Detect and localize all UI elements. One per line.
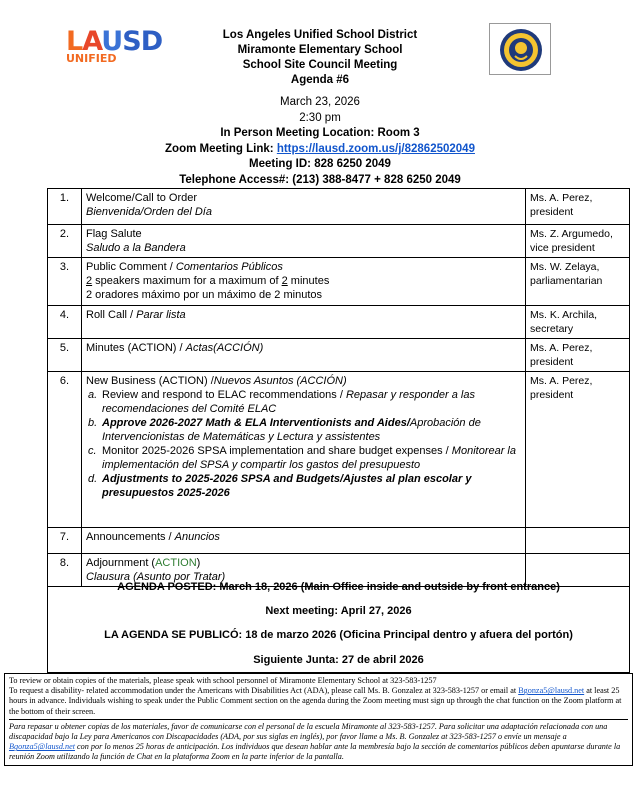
item-presenter: Ms. A. Perez, president [526, 189, 630, 225]
table-row [48, 189, 630, 225]
logo-subtitle: UNIFIED [66, 52, 117, 65]
item-number: 5. [48, 339, 82, 372]
table-row [48, 306, 630, 339]
agenda-number: Agenda #6 [290, 74, 350, 86]
posted-en: AGENDA POSTED: March 18, 2026 (Main Office inside and outside by front entrance) [117, 581, 560, 593]
item-content: Flag Salute Saludo a la Bandera [82, 225, 526, 258]
sub-item: d. Adjustments to 2025-2026 SPSA and Budgets/Ajustes al plan escolar y presupuestos 2025-2026 [88, 473, 472, 499]
item-presenter: Ms. A. Perez, president [526, 339, 630, 372]
item-content: New Business (ACTION) /Nuevos Asuntos (ACCIÓN) a. Review and respond to ELAC recommendations / Repasar y responder a las recomendaciones del Comité ELAC b. Approve 2026-2027 Math & ELA Interventionists and Aides/Aprobación de Intervencionistas de Matemáticas y Lectura y assistentes c. Monitor 2025-2026 SPSA implementation and share budget expenses / Monitorear la implementación del SPSA y compartir los gastos del presupuesto d. Adjustments to 2025-2026 SPSA and Budgets/Ajustes al plan escolar y presupuestos 2025-2026 [82, 372, 526, 528]
table-row [48, 528, 630, 554]
item-content: Announcements / Anuncios [82, 528, 526, 554]
item-presenter: Ms. W. Zelaya, parliamentarian [526, 258, 630, 306]
sub-item: a. Review and respond to ELAC recommendations / Repasar y responder a las recomendaciones del Comité ELAC [88, 389, 475, 415]
footer-en-line1: To review or obtain copies of the materials, please speak with school personnel of Miramonte Elementary School at 323-583-1257 [9, 676, 437, 685]
email-link[interactable]: Bgonza5@lausd.net [518, 686, 585, 696]
item-content: Adjournment (ACTION) Clausura (Asunto por Tratar) [82, 554, 526, 587]
item-presenter [526, 528, 630, 554]
item-presenter: Ms. K. Archila, secretary [526, 306, 630, 339]
item-number: 1. [48, 189, 82, 225]
logo-wordmark: LAUSD [66, 26, 163, 57]
item-presenter: Ms. Z. Argumedo, vice president [526, 225, 630, 258]
table-row [48, 339, 630, 372]
meeting-info [100, 95, 540, 188]
table-row [48, 258, 630, 306]
seal-icon [494, 26, 548, 74]
meeting-location: In Person Meeting Location: Room 3 [220, 127, 420, 139]
meeting-time: 2:30 pm [299, 111, 341, 124]
telephone-access: Telephone Access#: (213) 388-8477 + 828 6250 2049 [179, 173, 461, 186]
item-number: 6. [48, 372, 82, 528]
meeting-name: School Site Council Meeting [242, 59, 398, 71]
item-number: 7. [48, 528, 82, 554]
item-number: 4. [48, 306, 82, 339]
agenda-table [47, 188, 630, 587]
next-meeting-en: Next meeting: April 27, 2026 [265, 605, 412, 617]
footer-notice [4, 673, 633, 766]
item-number: 8. [48, 554, 82, 587]
school-seal [489, 23, 551, 75]
zoom-info: Zoom Meeting Link: https://lausd.zoom.us/j/82862502049 [165, 142, 475, 155]
item-number: 2. [48, 225, 82, 258]
item-content: Minutes (ACTION) / Actas(ACCIÓN) [82, 339, 526, 372]
item-content: Public Comment / Comentarios Públicos 2 speakers maximum for a maximum of 2 minutes 2 oradores máximo por un máximo de 2 minutos [82, 258, 526, 306]
table-row [48, 372, 630, 528]
item-content: Welcome/Call to Order Bienvenida/Orden del Día [82, 189, 526, 225]
sub-item: c. Monitor 2025-2026 SPSA implementation and share budget expenses / Monitorear la implementación del SPSA y compartir los gastos del presupuesto [88, 445, 516, 471]
item-number: 3. [48, 258, 82, 306]
item-content: Roll Call / Parar lista [82, 306, 526, 339]
footer-en-line2: To request a disability- related accommodation under the Americans with Disabilities Act (ADA), please call Ms. B. Gonzalez at 323-583-1257 or email at Bgonza5@lausd.net at least 25 hours in advance. Individuals wishing to speak under the Public Comment section on the agenda during the Zoom meeting must sign up through the chat function on the Zoom platform at the bottom of their screen. [9, 686, 622, 716]
agenda-posted-box [47, 578, 630, 673]
item-presenter: Ms. A. Perez, president [526, 372, 630, 528]
email-link-es[interactable]: Bgonza5@lausd.net [9, 742, 75, 752]
meeting-id: Meeting ID: 828 6250 2049 [249, 158, 391, 170]
district-name: Los Angeles Unified School District [222, 29, 418, 41]
zoom-link[interactable]: https://lausd.zoom.us/j/82862502049 [276, 142, 475, 155]
table-row [48, 225, 630, 258]
footer-es: Para repasar u obtener copias de los materiales, favor de comunicarse con el personal de la escuela Miramonte al 323-583-1257. Para solicitar una adaptación relacionada con una discapacidad bajo la Ley para Americanos con Discapacidades (ADA, por sus siglas en inglés), por favor llame a Ms. B. Gonzalez at 323-583-1257 o envíe un mensaje a Bgonza5@lausd.net con por lo menos 25 horas de anticipación. Los individuos que desean hablar ante la membresía bajo la sección de comentarios públicos deben apuntarse durante la reunión Zoom utilizando la función de Chat en la plataforma Zoom en la parte inferior de la pantalla. [9, 719, 628, 763]
sub-item: b. Approve 2026-2027 Math & ELA Interventionists and Aides/Aprobación de Intervencionistas de Matemáticas y Lectura y assistentes [88, 417, 481, 443]
next-meeting-es: Siguiente Junta: 27 de abril 2026 [253, 654, 424, 666]
meeting-date: March 23, 2026 [280, 96, 360, 108]
posted-es: LA AGENDA SE PUBLICÓ: 18 de marzo 2026 (Oficina Principal dentro y afuera del portón) [104, 629, 573, 641]
school-name: Miramonte Elementary School [237, 44, 403, 56]
document-header [150, 28, 490, 88]
